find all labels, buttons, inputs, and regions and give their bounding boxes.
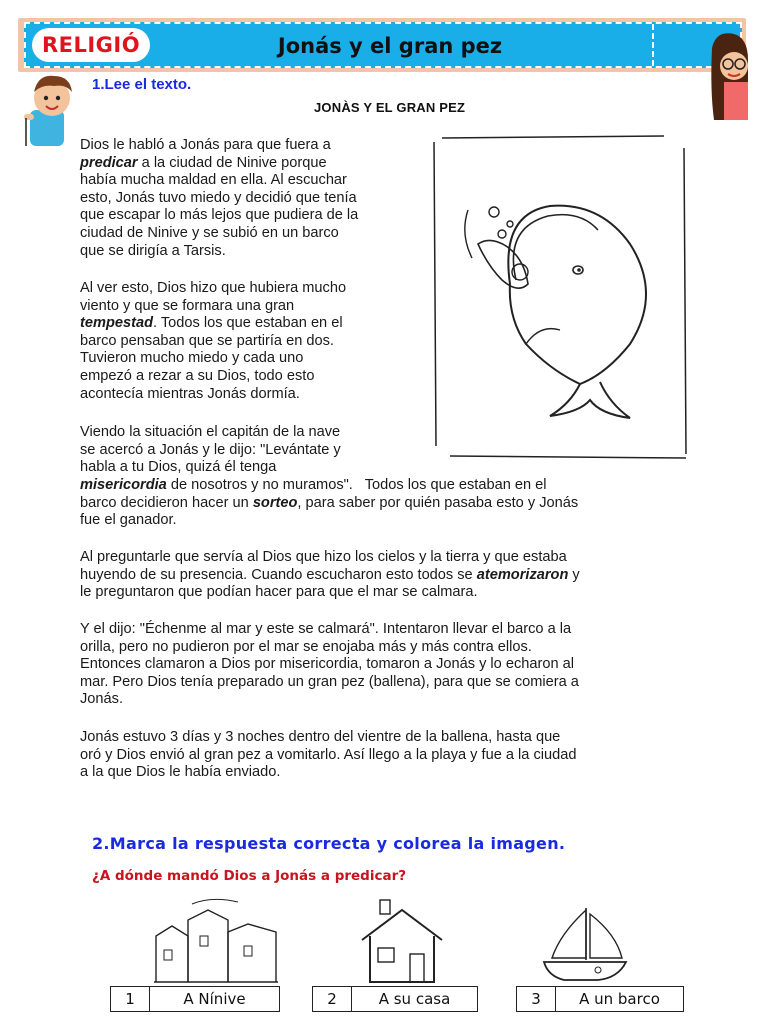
keyword: tempestad: [80, 315, 153, 332]
text-line: [80, 155, 408, 173]
answer-option-1[interactable]: [110, 986, 280, 1012]
story-paragraph-3: [80, 424, 408, 477]
option-number: 2: [313, 987, 352, 1011]
boat-illustration: [538, 904, 630, 984]
story-paragraph-3-cont: [80, 477, 672, 530]
line-tail: , para saber por quién pasaba esto y Jonás: [297, 494, 579, 511]
story-paragraph-6: [80, 729, 672, 782]
text-line: orilla, pero no pudieron por el mar se enojaba más y más contra ellos.: [80, 638, 532, 655]
line-tail: a la ciudad de Ninive porque: [137, 154, 327, 171]
text-line: Viendo la situación el capitán de la nave: [80, 424, 341, 440]
text-line: oró y Dios envió al gran pez a vomitarlo. Así llego a la playa y fue a la ciudad: [80, 746, 577, 763]
text-line: [80, 477, 672, 495]
section-1-heading: 1.Lee el texto.: [92, 76, 192, 93]
whale-illustration: [430, 134, 692, 460]
text-line: se acercó a Jonás y le dijo: "Levántate y: [80, 441, 341, 458]
text-line: [80, 315, 408, 333]
text-line: mar. Pero Dios tenía preparado un gran pez (ballena), para que se comiera a: [80, 673, 579, 690]
keyword: atemorizaron: [476, 566, 569, 583]
text-line: había mucha maldad en ella. Al escuchar: [80, 172, 347, 189]
keyword: sorteo: [252, 494, 298, 511]
text-line: Y el dijo: "Échenme al mar y este se calmará". Intentaron llevar el barco a la: [80, 621, 572, 637]
text-line: empezó a rezar a su Dios, todo esto: [80, 367, 315, 384]
option-label: A su casa: [378, 990, 451, 1008]
page-title: Jonás y el gran pez: [277, 34, 503, 58]
house-illustration: [356, 896, 448, 984]
line-tail: . Todos los que estaban en el: [153, 315, 343, 332]
subject-badge: RELIGIÓ: [32, 28, 150, 62]
option-label: A un barco: [579, 990, 660, 1008]
boy-avatar-icon: [22, 68, 84, 148]
text-line: a la que Dios le había enviado.: [80, 764, 281, 781]
text-line: habla a tu Dios, quizá él tenga: [80, 459, 277, 476]
answer-option-2[interactable]: [312, 986, 478, 1012]
line-head: huyendo de su presencia. Cuando escucharon esto todos se: [80, 566, 477, 583]
text-line: Al preguntarle que servía al Dios que hizo los cielos y la tierra y que estaba: [80, 549, 567, 565]
text-line: que escapar lo más lejos que pudiera de la: [80, 207, 359, 224]
girl-avatar-icon: [708, 30, 748, 120]
text-line: [80, 495, 672, 513]
text-line: viento y que se formara una gran: [80, 297, 295, 314]
line-head: barco decidieron hacer un: [80, 494, 253, 511]
text-line: barco pensaban que se partiría en dos.: [80, 332, 334, 349]
text-line: Entonces clamaron a Dios por misericordia, tomaron a Jonás y lo echaron al: [80, 656, 574, 673]
text-line: que se dirigía a Tarsis.: [80, 242, 226, 259]
text-line: Jonás estuvo 3 días y 3 noches dentro del vientre de la ballena, hasta que: [80, 729, 561, 745]
section-2-heading: 2.Marca la respuesta correcta y colorea la imagen.: [92, 834, 566, 853]
city-illustration: [152, 896, 282, 984]
line-tail: de nosotros y no muramos". Todos los que estaban en el: [166, 477, 547, 493]
answer-option-3[interactable]: [516, 986, 684, 1012]
text-line: fue el ganador.: [80, 512, 177, 529]
story-paragraph-1: [80, 137, 408, 260]
keyword: misericordia: [80, 477, 167, 493]
banner-divider: [652, 24, 654, 66]
story-paragraph-4: [80, 549, 672, 602]
line-tail: y: [568, 566, 580, 583]
story-paragraph-2: [80, 280, 408, 403]
text-line: esto, Jonás tuvo miedo y decidió que tenía: [80, 189, 357, 206]
text-line: Tuvieron mucho miedo y cada uno: [80, 350, 304, 367]
text-line: ciudad de Ninive y se subió en un barco: [80, 224, 339, 241]
text-line: acontecía mientras Jonás dormía.: [80, 385, 300, 402]
text-line: [80, 567, 672, 585]
story-paragraph-5: [80, 621, 672, 709]
text-line: Al ver esto, Dios hizo que hubiera mucho: [80, 280, 347, 296]
option-number: 1: [111, 987, 150, 1011]
option-label: A Nínive: [183, 990, 246, 1008]
text-line: Dios le habló a Jonás para que fuera a: [80, 137, 331, 153]
story-title: JONÀS Y EL GRAN PEZ: [314, 100, 466, 115]
keyword: predicar: [80, 154, 138, 171]
option-number: 3: [517, 987, 556, 1011]
question-text: ¿A dónde mandó Dios a Jonás a predicar?: [92, 868, 407, 884]
text-line: le preguntaron que podían hacer para que el mar se calmara.: [80, 584, 478, 601]
text-line: Jonás.: [80, 691, 123, 708]
